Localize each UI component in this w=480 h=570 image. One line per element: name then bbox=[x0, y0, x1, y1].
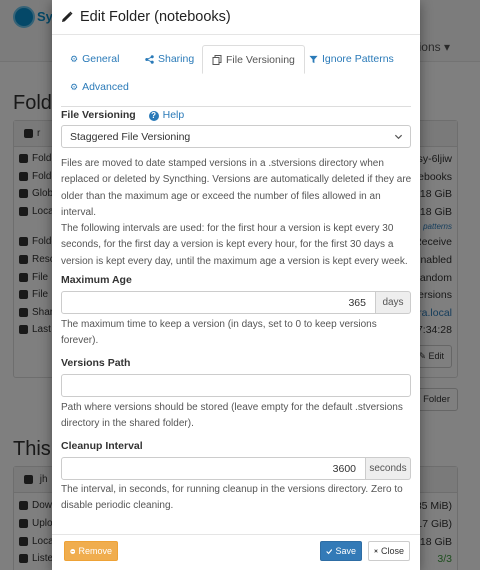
tab-general[interactable]: ⚙ General bbox=[70, 53, 120, 65]
pencil-icon bbox=[61, 11, 73, 23]
gear-icon: ⚙ bbox=[70, 53, 79, 64]
max-age-help: The maximum time to keep a version (in days, set to 0 to keep versions forever). bbox=[61, 319, 377, 347]
remove-button[interactable]: Remove bbox=[64, 541, 118, 561]
filter-icon bbox=[309, 55, 318, 64]
question-icon: ? bbox=[149, 111, 159, 121]
check-icon bbox=[326, 547, 332, 556]
dialog-body bbox=[52, 35, 420, 534]
dialog-title: Edit Folder (notebooks) bbox=[80, 9, 231, 25]
chevron-down-icon bbox=[394, 132, 403, 141]
file-versioning-label: File Versioning ? Help bbox=[61, 109, 185, 121]
max-age-input[interactable]: 365 bbox=[61, 291, 376, 314]
help-link[interactable]: ? Help bbox=[149, 109, 185, 121]
tab-sharing[interactable]: Sharing bbox=[145, 53, 194, 65]
edit-folder-dialog bbox=[52, 0, 420, 570]
gears-icon: ⚙ bbox=[70, 81, 79, 92]
close-icon bbox=[374, 547, 378, 555]
versioning-description: Files are moved to date stamped versions in a .stversions directory when replaced or deleted by Syncthing. Versions are automatically deleted if they are older than the maximum age or exceed the number of files allowed in an interval. bbox=[61, 158, 412, 218]
cleanup-interval-help: The interval, in seconds, for running cleanup in the versions directory. Zero to disable periodic cleaning. bbox=[61, 484, 403, 512]
cleanup-interval-label: Cleanup Interval bbox=[61, 440, 143, 452]
versions-path-help: Path where versions should be stored (leave empty for the default .stversions directory in the shared folder). bbox=[61, 402, 403, 430]
dialog-footer bbox=[52, 534, 420, 570]
tab-advanced[interactable]: ⚙ Advanced bbox=[70, 81, 129, 93]
share-icon bbox=[145, 55, 154, 64]
versions-path-group bbox=[61, 374, 411, 397]
minus-circle-icon bbox=[70, 547, 75, 556]
tab-file-versioning[interactable]: File Versioning bbox=[202, 45, 305, 74]
max-age-unit: days bbox=[376, 291, 411, 314]
intervals-description: The following intervals are used: for the first hour a version is kept every 30 seconds, for the first day a version is kept every hour, for the first 30 days a version is kept every day, until the maximum age a version is kept every week. bbox=[61, 223, 408, 267]
max-age-group bbox=[61, 291, 411, 314]
versions-path-label: Versions Path bbox=[61, 357, 131, 369]
cleanup-interval-unit: seconds bbox=[366, 457, 411, 480]
versions-path-input[interactable] bbox=[61, 374, 411, 397]
cleanup-interval-input[interactable]: 3600 bbox=[61, 457, 366, 480]
cleanup-interval-group bbox=[61, 457, 411, 480]
dialog-tabs bbox=[61, 35, 411, 107]
files-icon bbox=[212, 55, 222, 65]
versioning-type-select[interactable]: Staggered File Versioning bbox=[61, 125, 411, 148]
tab-ignore-patterns[interactable]: Ignore Patterns bbox=[309, 53, 394, 65]
max-age-label: Maximum Age bbox=[61, 274, 132, 286]
close-button[interactable]: Close bbox=[368, 541, 410, 561]
dialog-header bbox=[52, 0, 420, 35]
save-button[interactable]: Save bbox=[320, 541, 362, 561]
